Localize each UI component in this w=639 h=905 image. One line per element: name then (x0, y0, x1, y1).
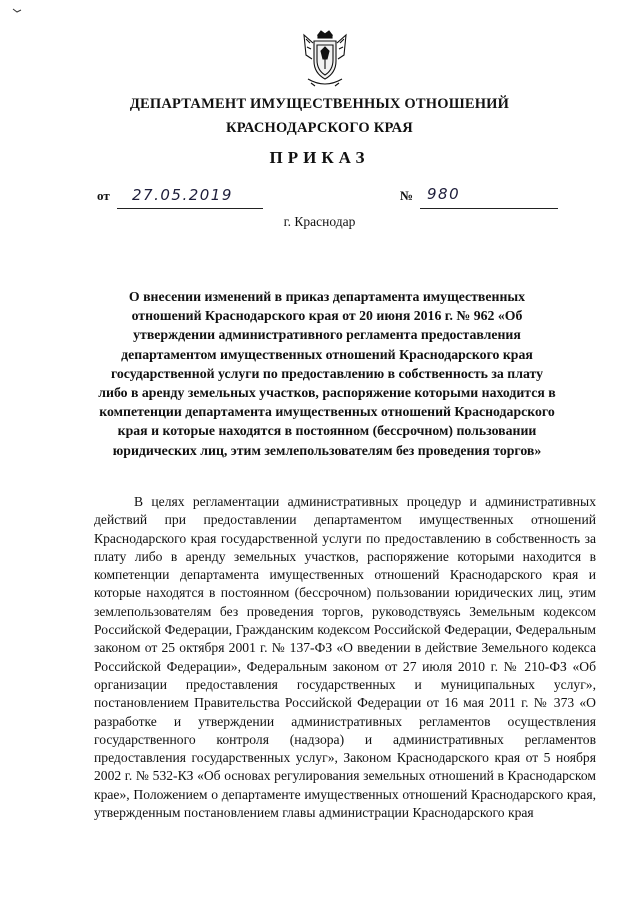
date-underline (117, 208, 263, 209)
order-title: ПРИКАЗ (269, 148, 370, 167)
scan-mark-icon (12, 8, 22, 14)
number-prefix: № (400, 188, 414, 203)
krasnodar-coat-of-arms-icon (300, 29, 350, 89)
body-paragraph: В целях регламентации административных процедур и административных действий при предоставлении департаментом имущественных отношений Краснодарского края государственной услуги по предоставлению в собственность за плату либо в аренду земельных участков, распоряжение которыми находится в компетенции департамента имущественных отношений Краснодарского края и которые находятся в постоянном (бессрочном) пользовании юридических лиц, этим землепользователям без проведения торгов, руководствуясь Земельным кодексом Российской Федерации, Гражданским кодексом Российской Федерации, Федеральным законом от 25 октября 2001 г. № 137-ФЗ «О введении в действие Земельного кодекса Российской Федерации», Федеральным законом от 27 июля 2010 г. № 210-ФЗ «Об организации предоставления государственных и муниципальных услуг», постановлением Правительства Российской Федерации от 16 мая 2011 г. № 373 «О разработке и утверждении административных регламентов осуществления государственного контроля (надзора) и административных регламентов предоставления государственных услуг», Законом Краснодарского края от 5 ноября 2002 г. № 532-КЗ «Об основах регулирования земельных отношений в Краснодарском крае», Положением о департаменте имущественных отношений Краснодарского края, утвержденным постановлением главы администрации Краснодарского края (94, 494, 596, 821)
city-label: г. Краснодар (283, 214, 356, 229)
department-name-line2: КРАСНОДАРСКОГО КРАЯ (226, 120, 413, 136)
department-name-line1: ДЕПАРТАМЕНТ ИМУЩЕСТВЕННЫХ ОТНОШЕНИЙ (129, 96, 510, 112)
order-date: 27.05.2019 (132, 186, 233, 204)
number-underline (420, 208, 558, 209)
date-prefix: от (97, 188, 110, 203)
order-subject: О внесении изменений в приказ департамента имущественных отношений Краснодарского края от 20 июня 2016 г. № 962 «Об утверждении административного регламента предоставления департаментом имущественных отношений Краснодарского края государственной услуги по предоставлению в собственность за плату либо в аренду земельных участков, распоряжение которыми находится в компетенции департамента имущественных отношений Краснодарского края и которые находятся в постоянном (бессрочном) пользовании юридических лиц, этим землепользователям без проведения торгов» (98, 289, 556, 458)
order-number: 980 (427, 185, 461, 203)
